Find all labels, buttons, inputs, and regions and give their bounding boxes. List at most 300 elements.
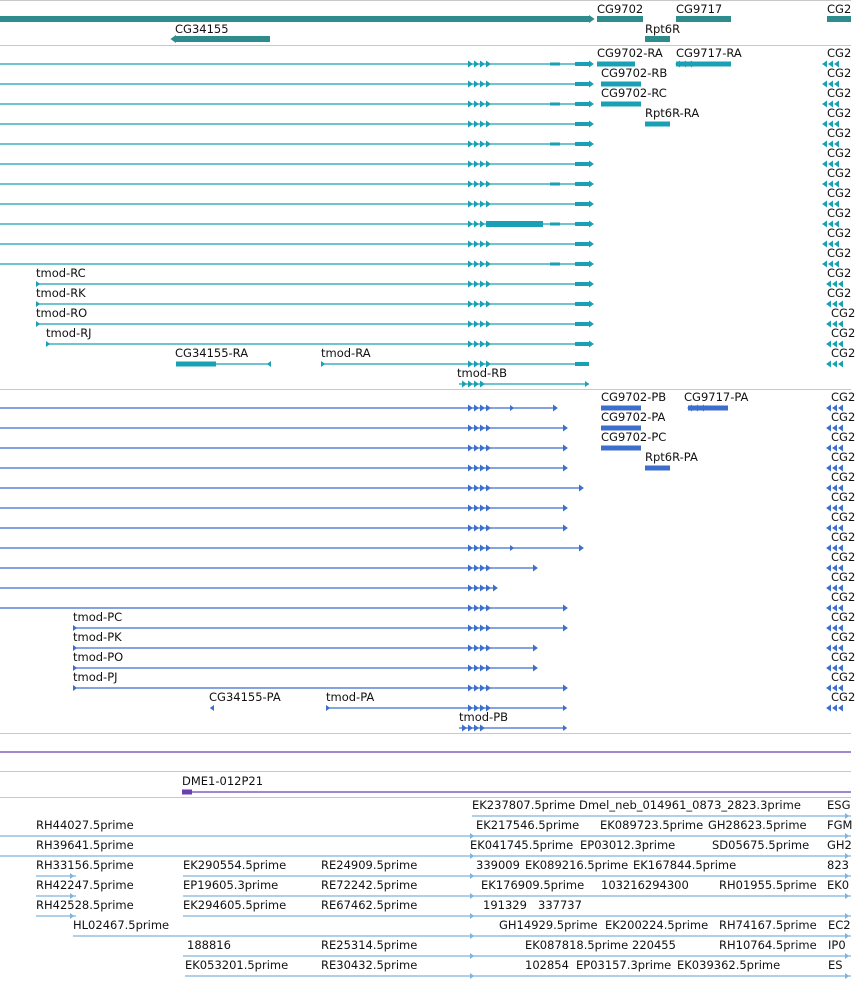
protein-label[interactable]: CG9702-PC — [601, 430, 667, 444]
est-arrow — [470, 893, 474, 899]
est-label[interactable]: ES — [828, 958, 843, 972]
strand-arrow — [474, 565, 479, 572]
strand-arrow — [480, 61, 485, 68]
strand-arrow — [486, 81, 491, 88]
est-label[interactable]: EP03012.3prime — [580, 838, 676, 852]
protein-label[interactable]: tmod-PC — [73, 610, 123, 624]
strand-arrow — [563, 705, 567, 711]
strand-arrow — [468, 281, 473, 288]
est-label[interactable]: RH44027.5prime — [36, 818, 134, 832]
strand-arrow — [474, 381, 479, 388]
strand-arrow — [474, 61, 479, 68]
feature-block — [575, 322, 589, 326]
strand-arrow — [474, 281, 479, 288]
est-label[interactable]: 103216294300 — [601, 878, 689, 892]
protein-label[interactable]: tmod-PJ — [73, 670, 118, 684]
strand-arrow — [468, 465, 473, 472]
protein-label[interactable]: CG2 — [831, 610, 855, 624]
strand-arrow — [480, 505, 485, 512]
strand-arrow — [267, 361, 271, 367]
strand-arrow — [468, 725, 473, 732]
feature-block — [575, 362, 589, 366]
transcript-label[interactable]: CG9702-RB — [601, 66, 668, 80]
est-label[interactable]: 823 — [827, 858, 849, 872]
strand-arrow — [468, 625, 473, 632]
strand-arrow — [474, 525, 479, 532]
est-arrow — [470, 873, 474, 879]
est-label[interactable]: FGM — [827, 818, 853, 832]
protein-label[interactable]: CG2 — [831, 570, 855, 584]
est-label[interactable]: EK200224.5prime — [605, 918, 709, 932]
est-label[interactable]: EK237807.5prime — [472, 798, 576, 812]
strand-arrow — [462, 381, 467, 388]
est-label[interactable]: 339009 — [476, 858, 520, 872]
strand-arrow — [468, 665, 473, 672]
strand-arrow — [474, 201, 479, 208]
transcript-label[interactable]: CG2 — [827, 226, 852, 240]
strand-arrow — [585, 381, 589, 387]
strand-arrow — [468, 181, 473, 188]
transcript-label[interactable]: tmod-RJ — [46, 326, 92, 340]
est-label[interactable]: RH74167.5prime — [719, 918, 817, 932]
strand-arrow — [486, 565, 491, 572]
feature-block — [487, 221, 543, 227]
strand-arrow — [486, 445, 491, 452]
strand-arrow — [480, 645, 485, 652]
strand-arrow — [589, 301, 594, 308]
transcript-label[interactable]: CG2 — [827, 246, 852, 260]
strand-arrow — [468, 81, 473, 88]
strand-arrow — [474, 685, 479, 692]
feature-block — [645, 466, 670, 471]
feature-block — [601, 446, 641, 451]
est-label[interactable]: EK290554.5prime — [183, 858, 287, 872]
feature-block — [645, 122, 670, 127]
gene-label[interactable]: CG34155 — [175, 22, 229, 36]
est-label[interactable]: GH14929.5prime — [499, 918, 598, 932]
transcript-label[interactable]: CG9717-RA — [676, 46, 742, 60]
strand-arrow — [468, 545, 473, 552]
strand-arrow — [486, 585, 491, 592]
transcript-label[interactable]: CG9702-RA — [597, 46, 663, 60]
strand-arrow — [480, 161, 485, 168]
feature-block — [575, 262, 589, 266]
strand-arrow — [73, 685, 77, 691]
est-label[interactable]: RH42247.5prime — [36, 878, 134, 892]
protein-label[interactable]: tmod-PA — [326, 690, 375, 704]
strand-arrow — [486, 121, 491, 128]
strand-arrow — [474, 181, 479, 188]
protein-label[interactable]: CG2 — [831, 470, 855, 484]
est-label[interactable]: EK041745.5prime — [470, 838, 574, 852]
est-label[interactable]: EK0 — [827, 878, 850, 892]
strand-arrow — [468, 121, 473, 128]
est-label[interactable]: RH39641.5prime — [36, 838, 134, 852]
transcript-label[interactable]: CG2 — [827, 66, 852, 80]
strand-arrow — [468, 101, 473, 108]
strand-arrow — [326, 705, 330, 711]
protein-label[interactable]: CG9702-PB — [601, 390, 667, 404]
strand-arrow — [474, 665, 479, 672]
strand-arrow — [468, 405, 473, 412]
strand-arrow — [533, 645, 538, 652]
strand-arrow — [468, 605, 473, 612]
feature-block — [575, 62, 589, 66]
strand-arrow — [589, 161, 594, 168]
transcript-label[interactable]: CG2 — [827, 266, 852, 280]
strand-arrow — [468, 261, 473, 268]
strand-arrow — [486, 321, 491, 328]
strand-arrow — [563, 445, 568, 452]
transcript-label[interactable]: CG2 — [827, 106, 852, 120]
strand-arrow — [563, 605, 568, 612]
strand-arrow — [832, 361, 837, 368]
strand-arrow — [486, 625, 491, 632]
strand-arrow — [563, 525, 568, 532]
strand-arrow — [474, 485, 479, 492]
strand-arrow — [210, 705, 214, 711]
strand-arrow — [480, 725, 485, 732]
strand-arrow — [480, 181, 485, 188]
strand-arrow — [486, 425, 491, 432]
strand-arrow — [474, 425, 479, 432]
transcript-label[interactable]: CG2 — [827, 206, 852, 220]
strand-arrow — [486, 261, 491, 268]
est-label[interactable]: EK217546.5prime — [476, 818, 580, 832]
feature-block — [575, 82, 589, 86]
strand-arrow — [486, 161, 491, 168]
strand-arrow — [480, 605, 485, 612]
protein-label[interactable]: CG2 — [831, 510, 855, 524]
strand-arrow — [480, 201, 485, 208]
feature-block — [575, 242, 589, 246]
strand-arrow — [474, 101, 479, 108]
feature-block — [575, 302, 589, 306]
strand-arrow — [468, 425, 473, 432]
feature-block — [575, 282, 589, 286]
strand-arrow — [579, 545, 584, 552]
gene-bar — [827, 16, 851, 22]
strand-arrow — [468, 445, 473, 452]
est-arrow — [845, 893, 849, 899]
est-arrow — [470, 953, 474, 959]
strand-arrow — [486, 685, 491, 692]
est-label[interactable]: GH28623.5prime — [708, 818, 807, 832]
strand-arrow — [510, 405, 514, 411]
strand-arrow — [468, 585, 473, 592]
est-label[interactable]: IP0 — [828, 938, 846, 952]
strand-arrow — [493, 585, 498, 592]
strand-arrow — [474, 505, 479, 512]
strand-arrow — [480, 545, 485, 552]
strand-arrow — [480, 121, 485, 128]
protein-label[interactable]: CG2 — [831, 410, 855, 424]
protein-label[interactable]: CG2 — [831, 590, 855, 604]
strand-arrow — [486, 301, 491, 308]
clone-label[interactable]: DME1-012P21 — [182, 774, 264, 788]
protein-label[interactable]: CG2 — [831, 450, 855, 464]
strand-arrow — [46, 341, 50, 347]
feature-block — [550, 263, 560, 266]
est-arrow — [845, 953, 849, 959]
strand-arrow — [36, 321, 40, 327]
strand-arrow — [486, 465, 491, 472]
protein-label[interactable]: CG2 — [831, 630, 855, 644]
strand-arrow — [589, 261, 594, 268]
strand-arrow — [563, 725, 567, 731]
est-label[interactable]: EP03157.3prime — [576, 958, 672, 972]
gene-bar — [176, 36, 270, 42]
strand-arrow — [838, 705, 843, 712]
strand-arrow — [474, 161, 479, 168]
strand-arrow — [486, 525, 491, 532]
strand-arrow — [480, 261, 485, 268]
strand-arrow — [589, 341, 594, 348]
strand-arrow — [468, 485, 473, 492]
feature-block — [575, 342, 589, 346]
feature-block — [176, 362, 216, 367]
est-label[interactable]: 191329 — [483, 898, 527, 912]
strand-arrow — [468, 201, 473, 208]
est-label[interactable]: RH33156.5prime — [36, 858, 134, 872]
strand-arrow — [826, 361, 831, 368]
strand-arrow — [474, 465, 479, 472]
est-label[interactable]: RH10764.5prime — [719, 938, 817, 952]
strand-arrow — [486, 665, 491, 672]
strand-arrow — [474, 405, 479, 412]
protein-label[interactable]: CG2 — [831, 650, 855, 664]
protein-label[interactable]: CG9717-PA — [684, 390, 749, 404]
protein-label[interactable]: CG9702-PA — [601, 410, 666, 424]
transcript-label[interactable]: Rpt6R-RA — [645, 106, 700, 120]
protein-label[interactable]: CG2 — [831, 670, 855, 684]
strand-arrow — [468, 381, 473, 388]
strand-arrow — [480, 341, 485, 348]
strand-arrow — [533, 665, 538, 672]
strand-arrow — [480, 301, 485, 308]
transcript-label[interactable]: CG2 — [827, 146, 852, 160]
est-label[interactable]: EK294605.5prime — [183, 898, 287, 912]
est-label[interactable]: GH2 — [827, 838, 852, 852]
strand-arrow — [474, 605, 479, 612]
transcript-label[interactable]: tmod-RK — [36, 286, 86, 300]
est-arrow — [470, 973, 474, 979]
est-label[interactable]: HL02467.5prime — [73, 918, 170, 932]
est-label[interactable]: 188816 — [187, 938, 231, 952]
gene-bar — [645, 36, 670, 42]
strand-arrow — [474, 81, 479, 88]
feature-block — [601, 102, 641, 107]
est-label[interactable]: RH01955.5prime — [719, 878, 817, 892]
transcript-label[interactable]: CG2 — [831, 346, 855, 360]
feature-block — [575, 142, 589, 146]
protein-label[interactable]: tmod-PO — [73, 650, 124, 664]
strand-arrow — [480, 525, 485, 532]
protein-label[interactable]: Rpt6R-PA — [645, 450, 698, 464]
est-label[interactable]: EP19605.3prime — [183, 878, 279, 892]
feature-block — [575, 182, 589, 186]
est-label[interactable]: RE72242.5prime — [321, 878, 418, 892]
strand-arrow — [321, 361, 325, 367]
strand-arrow — [480, 141, 485, 148]
protein-label[interactable]: CG2 — [831, 690, 855, 704]
strand-arrow — [474, 301, 479, 308]
strand-arrow — [462, 725, 467, 732]
strand-arrow — [553, 405, 558, 412]
gene-label[interactable]: CG9702 — [597, 2, 644, 16]
strand-arrow — [474, 625, 479, 632]
strand-arrow — [474, 645, 479, 652]
strand-arrow — [480, 465, 485, 472]
strand-arrow — [486, 545, 491, 552]
gene-label[interactable]: Rpt6R — [645, 22, 681, 36]
strand-arrow — [589, 281, 594, 288]
strand-arrow — [589, 15, 595, 23]
strand-arrow — [826, 705, 831, 712]
est-label[interactable]: RE30432.5prime — [321, 958, 418, 972]
strand-arrow — [480, 101, 485, 108]
est-arrow — [845, 973, 849, 979]
gene-label[interactable]: CG2 — [827, 2, 852, 16]
est-label[interactable]: EK167844.5prime — [633, 858, 737, 872]
strand-arrow — [486, 101, 491, 108]
strand-arrow — [474, 585, 479, 592]
strand-arrow — [468, 685, 473, 692]
strand-arrow — [474, 445, 479, 452]
strand-arrow — [468, 565, 473, 572]
est-label[interactable]: 337737 — [538, 898, 582, 912]
strand-arrow — [480, 625, 485, 632]
strand-arrow — [468, 321, 473, 328]
strand-arrow — [589, 321, 594, 328]
strand-arrow — [468, 301, 473, 308]
strand-arrow — [486, 141, 491, 148]
strand-arrow — [480, 81, 485, 88]
strand-arrow — [474, 725, 479, 732]
est-label[interactable]: RH42528.5prime — [36, 898, 134, 912]
protein-label[interactable]: CG34155-PA — [209, 690, 281, 704]
est-label[interactable]: RE25314.5prime — [321, 938, 418, 952]
strand-arrow — [579, 485, 584, 492]
strand-arrow — [468, 525, 473, 532]
transcript-label[interactable]: CG2 — [831, 306, 855, 320]
protein-label[interactable]: CG2 — [831, 430, 855, 444]
est-label[interactable]: EK087818.5prime — [525, 938, 629, 952]
est-label[interactable]: EK089216.5prime — [525, 858, 629, 872]
strand-arrow — [474, 241, 479, 248]
gene-bar — [0, 16, 589, 22]
protein-label[interactable]: tmod-PB — [459, 710, 509, 724]
gene-bar — [676, 16, 731, 22]
transcript-label[interactable]: CG2 — [827, 86, 852, 100]
strand-arrow — [480, 485, 485, 492]
strand-arrow — [589, 221, 594, 228]
gene-label[interactable]: CG9717 — [676, 2, 723, 16]
transcript-label[interactable]: CG2 — [831, 326, 855, 340]
strand-arrow — [474, 341, 479, 348]
strand-arrow — [589, 81, 594, 88]
strand-arrow — [474, 321, 479, 328]
strand-arrow — [589, 61, 594, 68]
strand-arrow — [474, 141, 479, 148]
feature-block — [550, 103, 560, 106]
strand-arrow — [563, 505, 568, 512]
strand-arrow — [480, 221, 485, 228]
strand-arrow — [468, 61, 473, 68]
est-arrow — [470, 853, 474, 859]
strand-arrow — [589, 141, 594, 148]
est-label[interactable]: EC2 — [828, 918, 851, 932]
est-label[interactable]: EK089723.5prime — [600, 818, 704, 832]
strand-arrow — [474, 545, 479, 552]
strand-arrow — [468, 241, 473, 248]
protein-label[interactable]: tmod-PK — [73, 630, 122, 644]
est-label[interactable]: Dmel_neb_014961_0873_2823.3prime — [579, 798, 801, 812]
feature-block — [575, 202, 589, 206]
est-label[interactable]: ESG — [827, 798, 851, 812]
est-arrow — [470, 933, 474, 939]
feature-block — [575, 122, 589, 126]
gene-bar — [597, 16, 643, 22]
strand-arrow — [510, 545, 514, 551]
strand-arrow — [486, 405, 491, 412]
transcript-label[interactable]: tmod-RO — [36, 306, 88, 320]
strand-arrow — [468, 505, 473, 512]
transcript-label[interactable]: CG9702-RC — [601, 86, 667, 100]
transcript-label[interactable]: CG2 — [827, 46, 852, 60]
strand-arrow — [486, 505, 491, 512]
strand-arrow — [474, 261, 479, 268]
est-label[interactable]: 102854 — [525, 958, 569, 972]
protein-label[interactable]: CG2 — [831, 390, 855, 404]
transcript-label[interactable]: CG2 — [827, 166, 852, 180]
transcript-label[interactable]: tmod-RA — [321, 346, 371, 360]
strand-arrow — [563, 685, 568, 692]
strand-arrow — [486, 201, 491, 208]
protein-label[interactable]: CG2 — [831, 490, 855, 504]
feature-block — [550, 63, 560, 66]
est-label[interactable]: RE67462.5prime — [321, 898, 418, 912]
transcript-label[interactable]: CG2 — [827, 186, 852, 200]
strand-arrow — [474, 221, 479, 228]
transcript-label[interactable]: CG2 — [827, 286, 852, 300]
strand-arrow — [486, 181, 491, 188]
feature-block — [575, 222, 589, 226]
est-label[interactable]: EK053201.5prime — [185, 958, 289, 972]
est-label[interactable]: 220455 — [632, 938, 676, 952]
transcript-label[interactable]: tmod-RC — [36, 266, 86, 280]
strand-arrow — [468, 161, 473, 168]
protein-label[interactable]: CG2 — [831, 550, 855, 564]
transcript-label[interactable]: tmod-RB — [457, 366, 508, 380]
feature-block — [550, 183, 560, 186]
strand-arrow — [486, 605, 491, 612]
transcript-label[interactable]: CG2 — [827, 126, 852, 140]
transcript-label[interactable]: CG34155-RA — [175, 346, 249, 360]
feature-block — [575, 102, 589, 106]
est-label[interactable]: EK039362.5prime — [677, 958, 781, 972]
est-label[interactable]: RE24909.5prime — [321, 858, 418, 872]
est-label[interactable]: SD05675.5prime — [712, 838, 810, 852]
strand-arrow — [486, 241, 491, 248]
strand-arrow — [589, 201, 594, 208]
protein-label[interactable]: CG2 — [831, 530, 855, 544]
strand-arrow — [589, 241, 594, 248]
strand-arrow — [480, 425, 485, 432]
strand-arrow — [170, 35, 176, 43]
strand-arrow — [480, 281, 485, 288]
est-label[interactable]: EK176909.5prime — [481, 878, 585, 892]
